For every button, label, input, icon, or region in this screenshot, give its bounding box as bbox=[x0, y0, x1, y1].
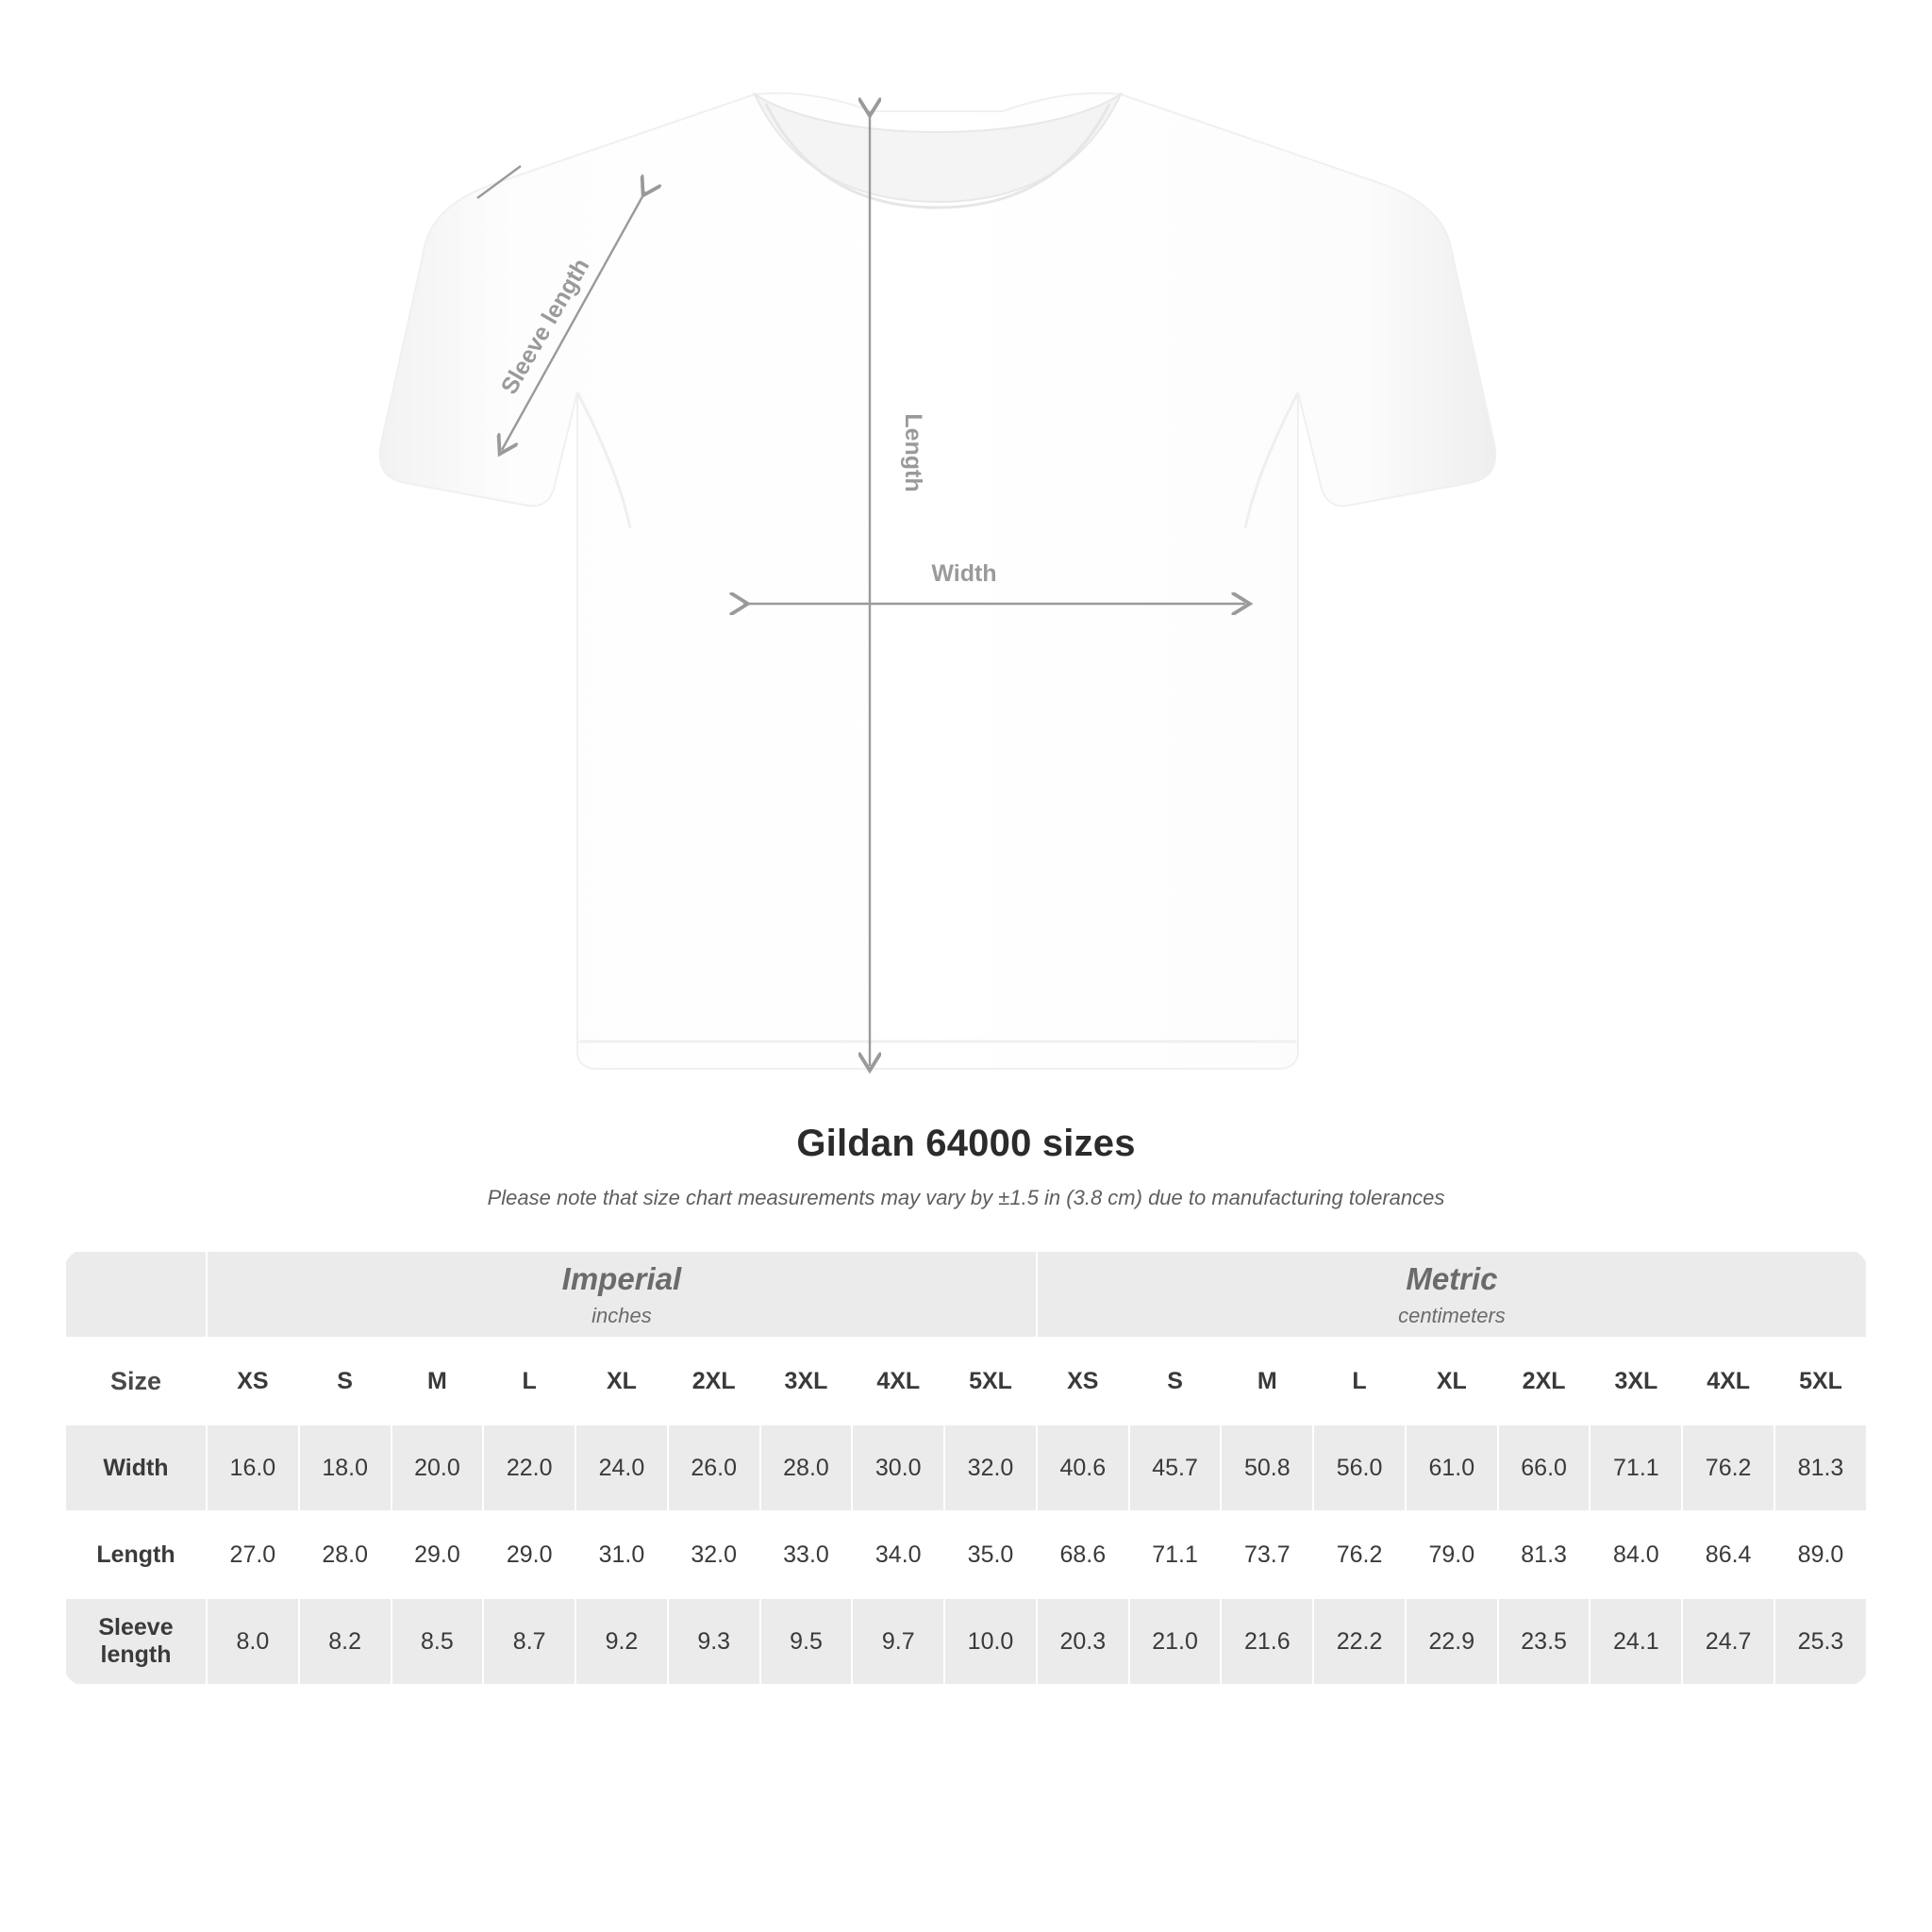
size-header-metric-m: M bbox=[1221, 1338, 1313, 1424]
cell-width-imperial-s: 18.0 bbox=[299, 1424, 391, 1511]
cell-width-imperial-4xl: 30.0 bbox=[852, 1424, 944, 1511]
size-header-imperial-2xl: 2XL bbox=[668, 1338, 760, 1424]
cell-sleeve-imperial-m: 8.5 bbox=[391, 1598, 484, 1685]
cell-sleeve-metric-5xl: 25.3 bbox=[1774, 1598, 1867, 1685]
cell-width-metric-5xl: 81.3 bbox=[1774, 1424, 1867, 1511]
cell-width-imperial-xl: 24.0 bbox=[575, 1424, 668, 1511]
unit-header-row bbox=[65, 1251, 1867, 1338]
size-header-imperial-3xl: 3XL bbox=[760, 1338, 853, 1424]
cell-length-metric-2xl: 81.3 bbox=[1498, 1511, 1591, 1598]
cell-sleeve-imperial-l: 8.7 bbox=[483, 1598, 575, 1685]
size-header-imperial-4xl: 4XL bbox=[852, 1338, 944, 1424]
cell-sleeve-metric-l: 22.2 bbox=[1313, 1598, 1406, 1685]
row-label-width: Width bbox=[65, 1424, 207, 1511]
cell-sleeve-metric-m: 21.6 bbox=[1221, 1598, 1313, 1685]
cell-length-metric-xl: 79.0 bbox=[1406, 1511, 1498, 1598]
width-label: Width bbox=[931, 560, 997, 587]
size-header-metric-xs: XS bbox=[1037, 1338, 1129, 1424]
cell-length-imperial-xs: 27.0 bbox=[207, 1511, 299, 1598]
unit-group-imperial bbox=[207, 1251, 1037, 1338]
cell-width-imperial-xs: 16.0 bbox=[207, 1424, 299, 1511]
size-header-imperial-xl: XL bbox=[575, 1338, 668, 1424]
unit-name-imperial: Imperial bbox=[561, 1261, 682, 1297]
size-header-imperial-xs: XS bbox=[207, 1338, 299, 1424]
cell-width-metric-l: 56.0 bbox=[1313, 1424, 1406, 1511]
table-row-sleeve-length bbox=[65, 1598, 1867, 1685]
cell-sleeve-metric-xl: 22.9 bbox=[1406, 1598, 1498, 1685]
cell-width-imperial-3xl: 28.0 bbox=[760, 1424, 853, 1511]
cell-sleeve-metric-4xl: 24.7 bbox=[1682, 1598, 1774, 1685]
cell-sleeve-imperial-5xl: 10.0 bbox=[944, 1598, 1037, 1685]
cell-sleeve-imperial-3xl: 9.5 bbox=[760, 1598, 853, 1685]
cell-sleeve-imperial-xs: 8.0 bbox=[207, 1598, 299, 1685]
cell-width-metric-xs: 40.6 bbox=[1037, 1424, 1129, 1511]
cell-width-metric-4xl: 76.2 bbox=[1682, 1424, 1774, 1511]
cell-length-imperial-5xl: 35.0 bbox=[944, 1511, 1037, 1598]
size-header-imperial-l: L bbox=[483, 1338, 575, 1424]
cell-sleeve-imperial-xl: 9.2 bbox=[575, 1598, 668, 1685]
cell-length-metric-5xl: 89.0 bbox=[1774, 1511, 1867, 1598]
size-header-metric-4xl: 4XL bbox=[1682, 1338, 1774, 1424]
unit-sub-imperial: inches bbox=[591, 1303, 652, 1327]
cell-length-imperial-4xl: 34.0 bbox=[852, 1511, 944, 1598]
cell-length-imperial-l: 29.0 bbox=[483, 1511, 575, 1598]
size-header-metric-3xl: 3XL bbox=[1590, 1338, 1682, 1424]
cell-length-imperial-2xl: 32.0 bbox=[668, 1511, 760, 1598]
cell-length-imperial-m: 29.0 bbox=[391, 1511, 484, 1598]
size-header-metric-xl: XL bbox=[1406, 1338, 1498, 1424]
cell-width-imperial-2xl: 26.0 bbox=[668, 1424, 760, 1511]
row-label-length: Length bbox=[65, 1511, 207, 1598]
cell-sleeve-metric-s: 21.0 bbox=[1129, 1598, 1222, 1685]
header-size-label: Size bbox=[65, 1338, 207, 1424]
cell-length-metric-m: 73.7 bbox=[1221, 1511, 1313, 1598]
table-row-width bbox=[65, 1424, 1867, 1511]
cell-length-imperial-xl: 31.0 bbox=[575, 1511, 668, 1598]
cell-sleeve-metric-xs: 20.3 bbox=[1037, 1598, 1129, 1685]
cell-width-imperial-5xl: 32.0 bbox=[944, 1424, 1037, 1511]
cell-width-metric-s: 45.7 bbox=[1129, 1424, 1222, 1511]
table-corner-cell bbox=[65, 1251, 207, 1338]
cell-width-imperial-m: 20.0 bbox=[391, 1424, 484, 1511]
chart-header bbox=[0, 1123, 1932, 1210]
cell-length-metric-l: 76.2 bbox=[1313, 1511, 1406, 1598]
unit-sub-metric: centimeters bbox=[1398, 1303, 1506, 1327]
cell-width-metric-2xl: 66.0 bbox=[1498, 1424, 1591, 1511]
length-label: Length bbox=[900, 413, 926, 492]
size-header-metric-5xl: 5XL bbox=[1774, 1338, 1867, 1424]
unit-name-metric: Metric bbox=[1406, 1261, 1498, 1297]
cell-width-metric-xl: 61.0 bbox=[1406, 1424, 1498, 1511]
size-header-metric-l: L bbox=[1313, 1338, 1406, 1424]
cell-length-metric-s: 71.1 bbox=[1129, 1511, 1222, 1598]
cell-length-metric-xs: 68.6 bbox=[1037, 1511, 1129, 1598]
cell-length-metric-4xl: 86.4 bbox=[1682, 1511, 1774, 1598]
cell-length-imperial-s: 28.0 bbox=[299, 1511, 391, 1598]
sleeve-length-label: Sleeve length bbox=[495, 254, 595, 399]
cell-sleeve-metric-2xl: 23.5 bbox=[1498, 1598, 1591, 1685]
row-label-sleeve-length: Sleeve length bbox=[65, 1598, 207, 1685]
size-header-imperial-m: M bbox=[391, 1338, 484, 1424]
cell-length-metric-3xl: 84.0 bbox=[1590, 1511, 1682, 1598]
size-header-row bbox=[65, 1338, 1867, 1424]
cell-sleeve-imperial-4xl: 9.7 bbox=[852, 1598, 944, 1685]
page-title: Gildan 64000 sizes bbox=[796, 1123, 1136, 1164]
cell-sleeve-metric-3xl: 24.1 bbox=[1590, 1598, 1682, 1685]
cell-width-metric-m: 50.8 bbox=[1221, 1424, 1313, 1511]
cell-width-imperial-l: 22.0 bbox=[483, 1424, 575, 1511]
size-header-metric-2xl: 2XL bbox=[1498, 1338, 1591, 1424]
table-row-length bbox=[65, 1511, 1867, 1598]
tolerance-note: Please note that size chart measurements may vary by ±1.5 in (3.8 cm) due to manufacturing tolerances bbox=[487, 1186, 1445, 1209]
cell-width-metric-3xl: 71.1 bbox=[1590, 1424, 1682, 1511]
size-table bbox=[64, 1250, 1868, 1686]
size-table-wrapper bbox=[64, 1250, 1868, 1686]
cell-sleeve-imperial-2xl: 9.3 bbox=[668, 1598, 760, 1685]
size-header-imperial-5xl: 5XL bbox=[944, 1338, 1037, 1424]
size-header-metric-s: S bbox=[1129, 1338, 1222, 1424]
size-header-imperial-s: S bbox=[299, 1338, 391, 1424]
cell-length-imperial-3xl: 33.0 bbox=[760, 1511, 853, 1598]
cell-sleeve-imperial-s: 8.2 bbox=[299, 1598, 391, 1685]
unit-group-metric bbox=[1037, 1251, 1867, 1338]
